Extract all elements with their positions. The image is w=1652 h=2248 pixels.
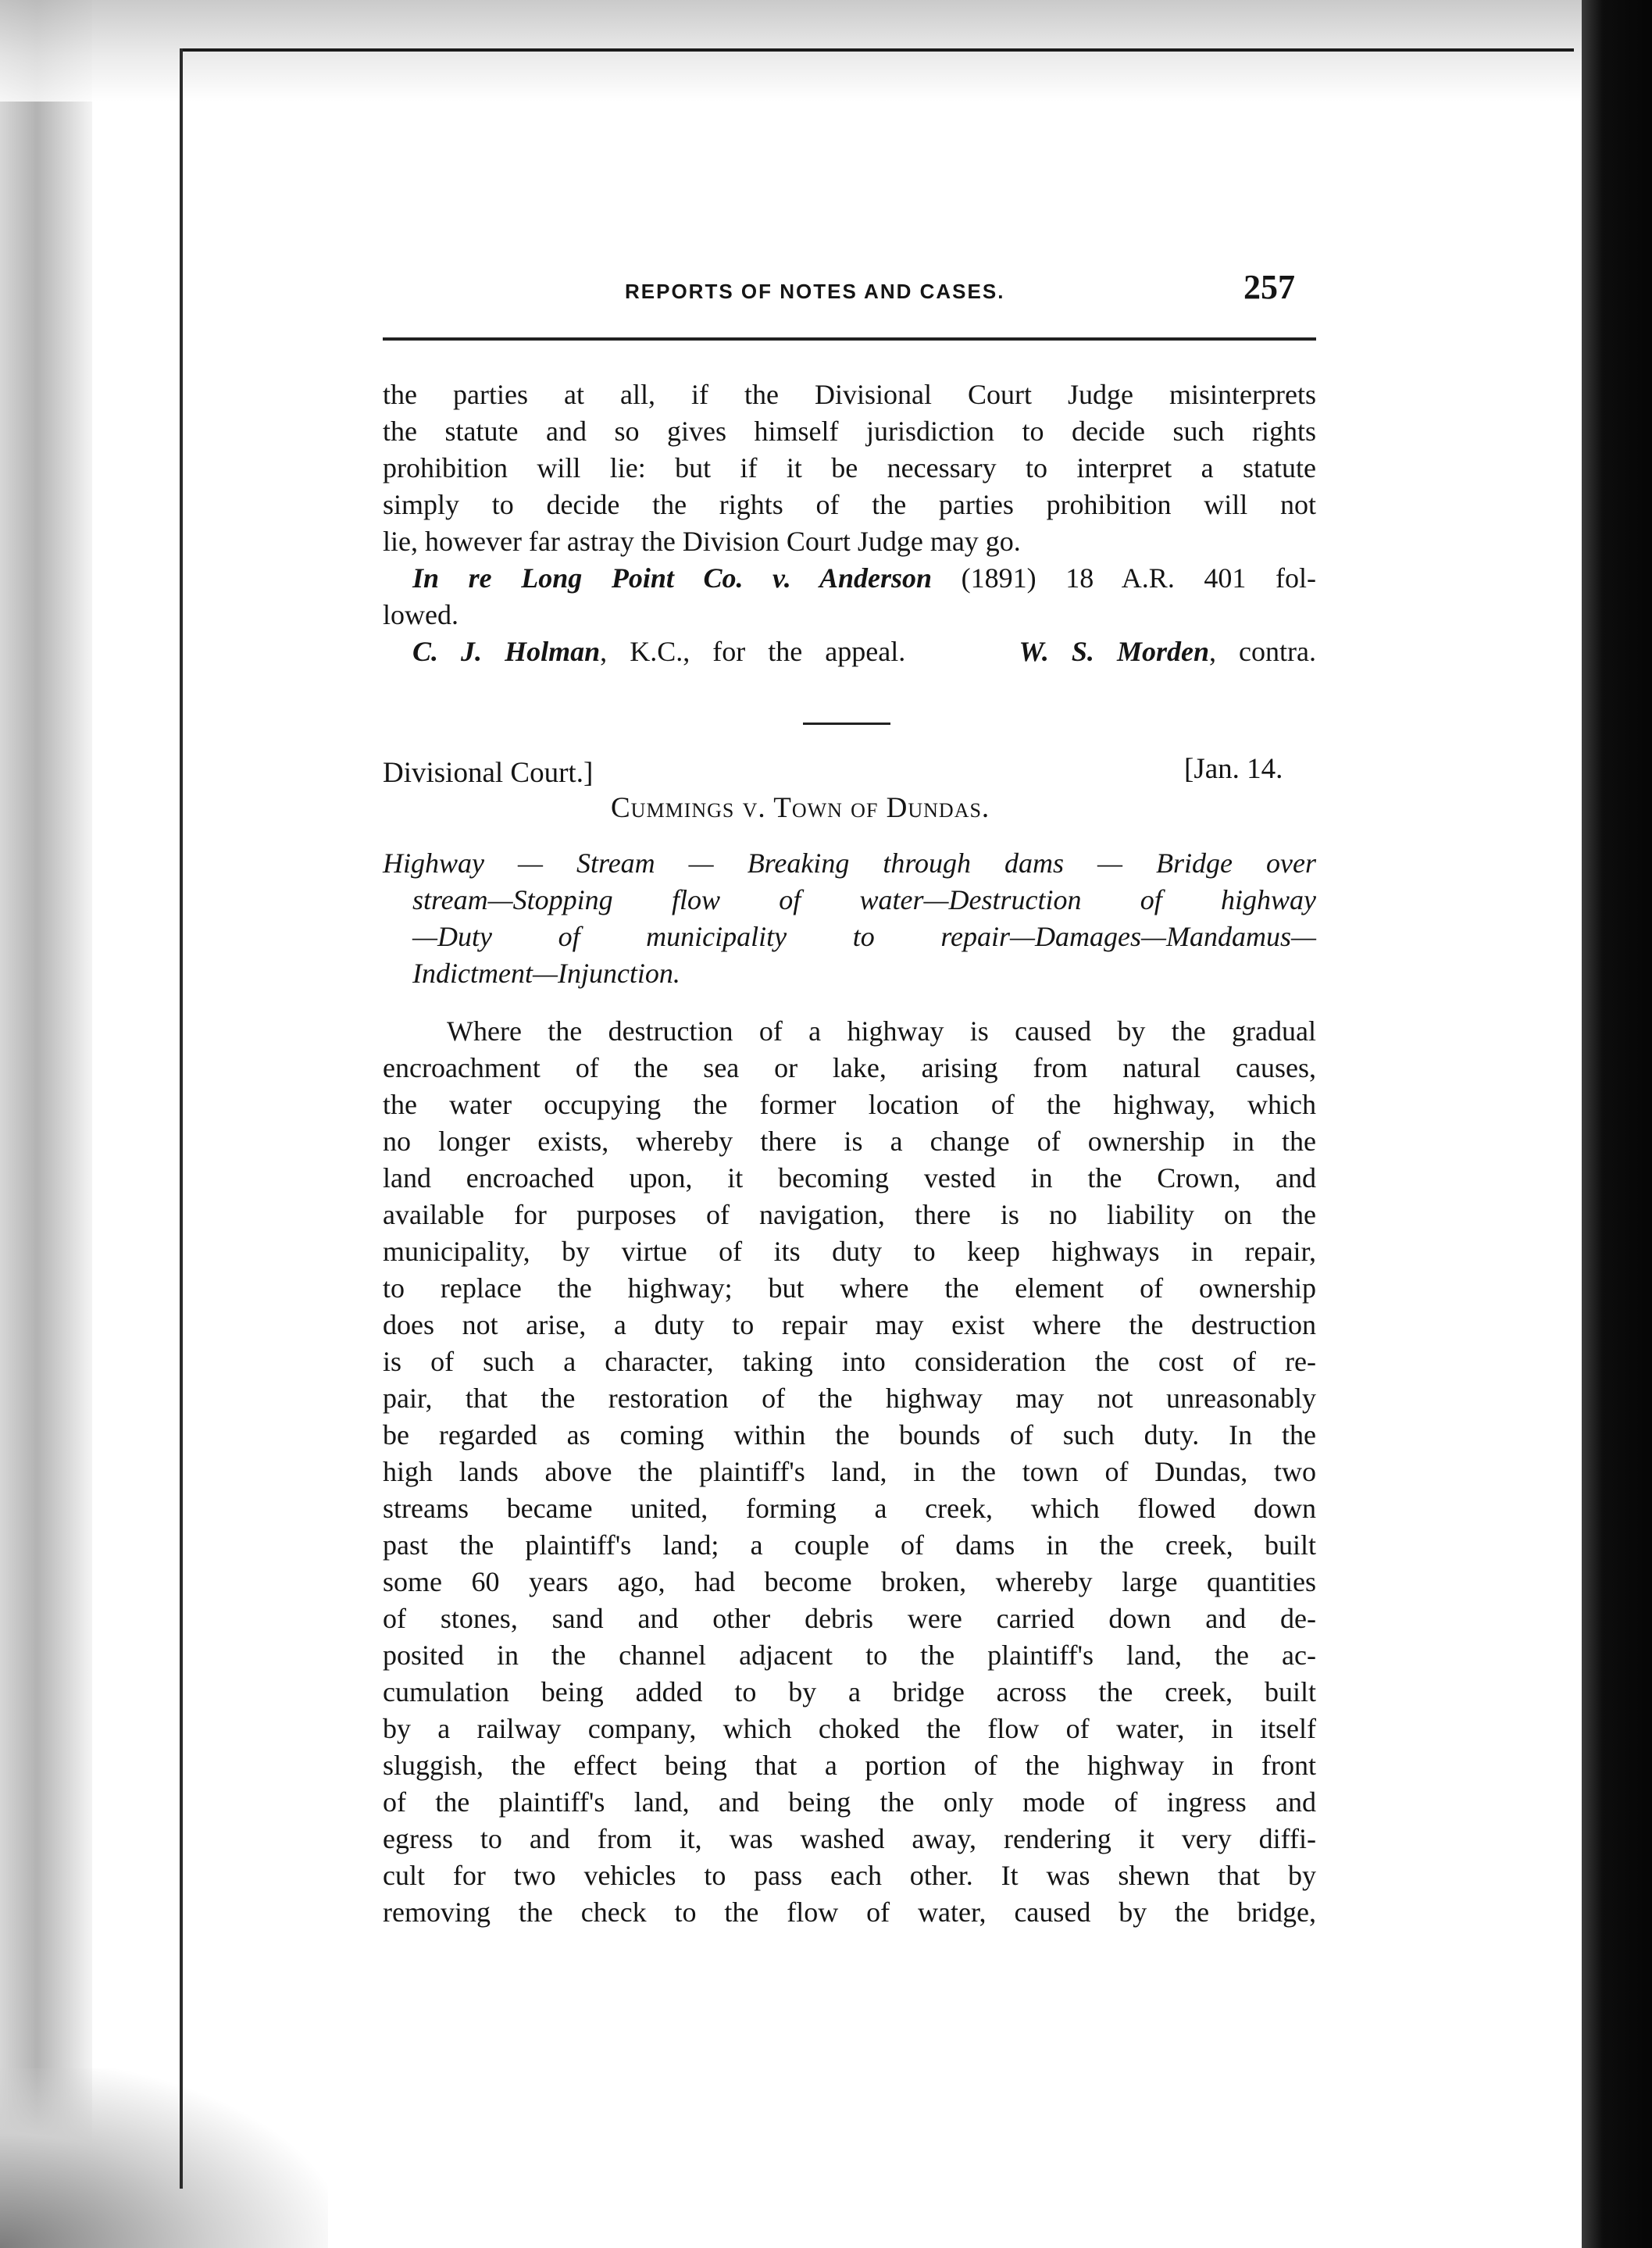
body-line: to replace the highway; but where the element of ownership [383,1272,1316,1304]
body-line: streams became united, forming a creek, which flowed down [383,1493,1316,1524]
counsel-respondent-role: , contra. [1209,636,1316,667]
body-line: municipality, by virtue of its duty to keep highways in repair, [383,1236,1316,1267]
section-divider [803,723,890,725]
cited-case: In re Long Point Co. v. Anderson [412,562,933,594]
text-line: simply to decide the rights of the parties prohibition will not [383,489,1316,520]
text-line: the statute and so gives himself jurisdiction to decide such rights [383,416,1316,447]
counsel-appellant-role: , K.C., for the appeal. [600,636,906,667]
body-line: available for purposes of navigation, there is no liability on the [383,1199,1316,1230]
court-name: Divisional Court.] [383,757,594,789]
body-line: pair, that the restoration of the highway may not unreasonably [383,1383,1316,1414]
body-line: cult for two vehicles to pass each other. It was shewn that by [383,1860,1316,1891]
text-line: lie, however far astray the Division Court Judge may go. [383,526,1021,557]
case-title: Cummings v. Town of Dundas. [611,792,990,824]
body-line: by a railway company, which choked the flow of water, in itself [383,1713,1316,1744]
body-line: past the plaintiff's land; a couple of dams in the creek, built [383,1529,1316,1561]
body-line: encroachment of the sea or lake, arising from natural causes, [383,1052,1316,1083]
body-line: of stones, sand and other debris were carried down and de- [383,1603,1316,1634]
body-line: be regarded as coming within the bounds of such duty. In the [383,1419,1316,1450]
catchword-line: Indictment—Injunction. [412,958,680,989]
catchword-line: stream—Stopping flow of water—Destruction of highway [412,884,1316,915]
counsel-appellant: C. J. Holman [412,636,601,667]
counsel-respondent: W. S. Morden [1019,636,1209,667]
page-number: 257 [1243,268,1295,306]
body-line: egress to and from it, was washed away, rendering it very diffi- [383,1823,1316,1854]
citation-rest: (1891) 18 A.R. 401 fol- [932,562,1316,594]
body-line: removing the check to the flow of water, caused by the bridge, [383,1897,1316,1928]
body-line: Where the destruction of a highway is caused by the gradual [447,1015,1316,1047]
body-line: of the plaintiff's land, and being the only mode of ingress and [383,1786,1316,1818]
text-line: prohibition will lie: but if it be necessary to interpret a statute [383,452,1316,483]
body-line: does not arise, a duty to repair may exist where the destruction [383,1309,1316,1340]
case-date: [Jan. 14. [1184,753,1283,785]
counsel-line [412,633,1316,669]
catchword-line: Highway — Stream — Breaking through dams — Bridge over [383,847,1316,879]
body-line: cumulation being added to by a bridge across the creek, built [383,1676,1316,1707]
text-line: the parties at all, if the Divisional Court Judge misinterprets [383,379,1316,410]
body-line: high lands above the plaintiff's land, in the town of Dundas, two [383,1456,1316,1487]
body-line: some 60 years ago, had become broken, whereby large quantities [383,1566,1316,1597]
body-line: the water occupying the former location of the highway, which [383,1089,1316,1120]
citation-line [412,560,1316,596]
citation-end: lowed. [383,599,458,630]
running-title: REPORTS OF NOTES AND CASES. [625,280,1005,303]
body-line: sluggish, the effect being that a portion of the highway in front [383,1750,1316,1781]
body-line: is of such a character, taking into consideration the cost of re- [383,1346,1316,1377]
body-line: no longer exists, whereby there is a change of ownership in the [383,1126,1316,1157]
header-rule [383,337,1316,341]
catchword-line: —Duty of municipality to repair—Damages—Mandamus— [412,921,1316,952]
body-line: posited in the channel adjacent to the plaintiff's land, the ac- [383,1640,1316,1671]
body-line: land encroached upon, it becoming vested in the Crown, and [383,1162,1316,1194]
